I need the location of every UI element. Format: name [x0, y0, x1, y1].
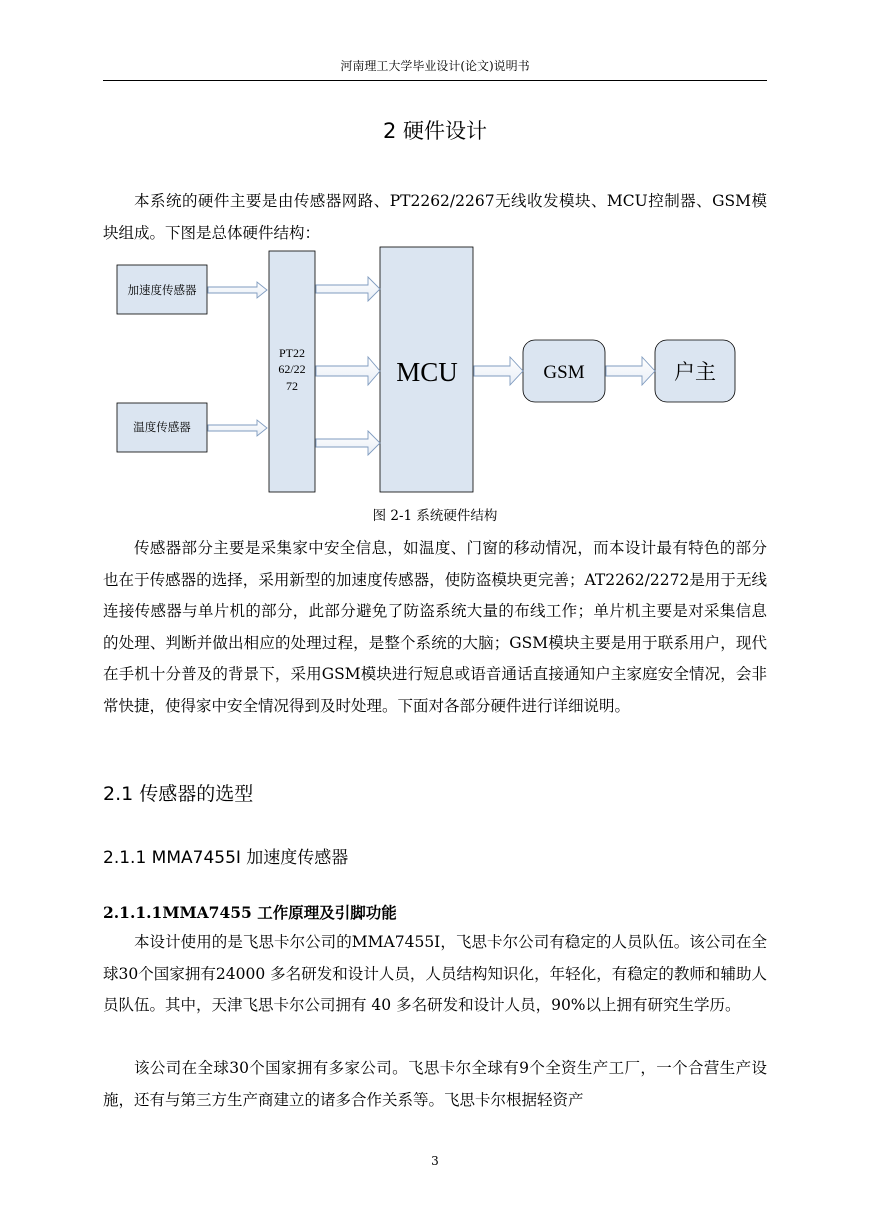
owner-label: 户主	[674, 360, 716, 384]
chapter-title: 2 硬件设计	[382, 119, 488, 143]
section-heading-2-1-1: 2.1.1 MMA7455I 加速度传感器	[103, 848, 349, 868]
arrow-pt-to-mcu-middle	[316, 357, 380, 385]
temp-sensor-label: 温度传感器	[133, 420, 191, 434]
mcu-label: MCU	[396, 357, 458, 387]
header-rule	[103, 80, 767, 81]
intro-paragraph: 本系统的硬件主要是由传感器网路、PT2262/2267无线收发模块、MCU控制器、GSM模块组成。下图是总体硬件结构：	[103, 192, 767, 242]
arrow-accel-to-pt	[208, 282, 267, 298]
arrow-pt-to-mcu-top	[316, 277, 380, 301]
figure-caption: 图 2-1 系统硬件结构	[372, 508, 498, 524]
temp-sensor-box	[117, 403, 207, 452]
page-header: 河南理工大学毕业设计(论文)说明书	[340, 59, 530, 73]
sensor-paragraph: 传感器部分主要是采集家中安全信息，如温度、门窗的移动情况，而本设计最有特色的部分也在于传感器的选择，采用新型的加速度传感器，使防盗模块更完善；AT2262/2272是用于无线连接传感器与单片机的部分，此部分避免了防盗系统大量的布线工作；单片机主要是对采集信息的处理、判断并做出相应的处理过程，是整个系统的大脑；GSM模块主要是用于联系用户，现代在手机十分普及的背景下，采用GSM模块进行短息或语音通话直接通知户主家庭安全情况，会非常快捷，使得家中安全情况得到及时处理。下面对各部分硬件进行详细说明。	[103, 539, 767, 715]
pt-module-label-3: 72	[286, 379, 298, 393]
arrow-mcu-to-gsm	[474, 357, 523, 385]
freescale-paragraph-1: 本设计使用的是飞思卡尔公司的MMA7455I，飞思卡尔公司有稳定的人员队伍。该公司在全球30个国家拥有24000 多名研发和设计人员，人员结构知识化，年轻化，有稳定的教师和辅助人员队伍。其中，天津飞思卡尔公司拥有 40 多名研发和设计人员，90%以上拥有研究生学历。	[103, 933, 767, 1014]
section-heading-2-1: 2.1 传感器的选型	[103, 783, 254, 805]
gsm-label: GSM	[543, 362, 585, 383]
pt-module-label-2: 62/22	[278, 362, 306, 376]
owner-box	[655, 340, 735, 402]
page-number: 3	[431, 1154, 439, 1168]
arrow-gsm-to-owner	[606, 357, 655, 385]
hardware-structure-diagram	[110, 244, 750, 504]
arrow-pt-to-mcu-bottom	[316, 431, 380, 455]
gsm-box	[523, 340, 605, 402]
accel-sensor-label: 加速度传感器	[127, 283, 197, 297]
section-heading-2-1-1-1: 2.1.1.1MMA7455 工作原理及引脚功能	[103, 903, 397, 922]
pt-module-box	[269, 251, 315, 492]
arrow-temp-to-pt	[208, 420, 267, 436]
mcu-box	[380, 247, 473, 492]
accel-sensor-box	[117, 265, 207, 314]
freescale-paragraph-2: 该公司在全球30个国家拥有多家公司。飞思卡尔全球有9个全资生产工厂，一个合营生产设施，还有与第三方生产商建立的诸多合作关系等。飞思卡尔根据轻资产	[103, 1059, 767, 1109]
pt-module-label-1: PT22	[278, 346, 306, 360]
